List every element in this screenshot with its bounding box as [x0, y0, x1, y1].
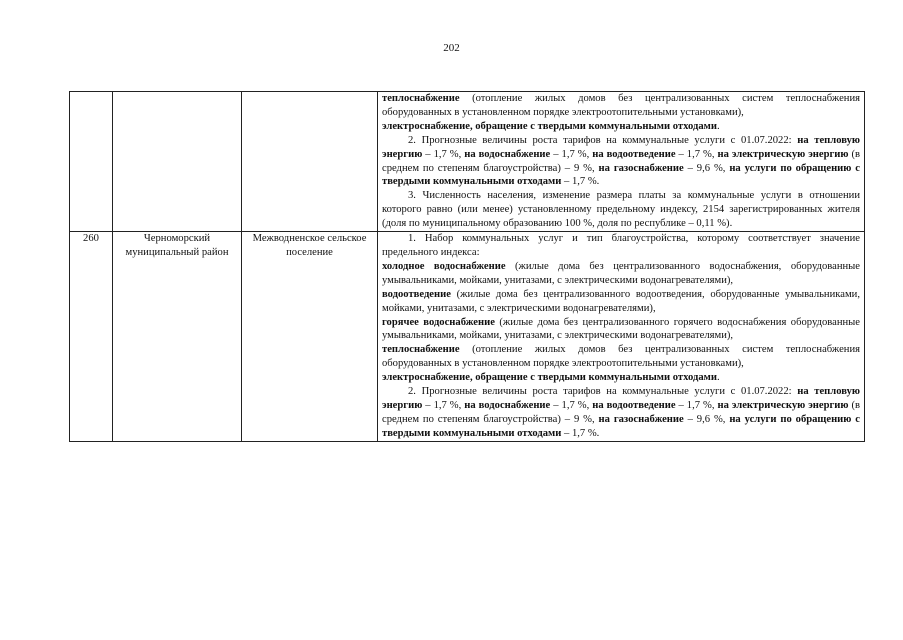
- tariff-table-body: [70, 92, 865, 442]
- description-paragraph: [382, 316, 860, 344]
- page-number: 202: [443, 42, 460, 54]
- settlement-cell: Межводненское сельское поселение: [242, 232, 378, 442]
- bold-text: на газоснабжение: [598, 413, 684, 425]
- text: – 1,7 %,: [550, 148, 593, 160]
- description-paragraph: [382, 260, 860, 288]
- row-number-cell: 260: [70, 232, 113, 442]
- bold-text: электроснабжение, обращение с твердыми коммунальными отходами: [382, 120, 717, 132]
- bold-text: на тепловую энергию: [382, 386, 860, 411]
- district-cell: [113, 92, 242, 232]
- description-paragraph: [382, 385, 860, 441]
- text: (жилые дома без централизованного водоотведения, оборудованные умывальниками, мойками, унитазами, с электрическими водонагревателями),: [382, 288, 860, 314]
- description-paragraph: [382, 343, 860, 371]
- text: – 1,7 %,: [675, 148, 718, 160]
- description-cell: [378, 232, 865, 442]
- bold-text: водоотведение: [382, 288, 451, 300]
- text: .: [716, 372, 720, 384]
- text: (отопление жилых домов без централизованных систем теплоснабжения оборудованных в установленном порядке электроотопительными установками),: [382, 344, 860, 370]
- text: – 1,7 %,: [675, 399, 718, 411]
- bold-text: на водоснабжение: [464, 399, 551, 411]
- text: – 1,7 %,: [422, 399, 465, 411]
- text: – 1,7 %.: [561, 176, 600, 188]
- description-paragraph: [382, 288, 860, 316]
- text: (в среднем по степеням благоустройства) – 9 %,: [382, 148, 861, 174]
- bold-text: теплоснабжение: [382, 344, 460, 356]
- text: 1. Набор коммунальных услуг и тип благоустройства, которому соответствует значение предельного индекса:: [382, 233, 860, 258]
- district-cell: Черноморский муниципальный район: [113, 232, 242, 442]
- tariff-table: [69, 91, 865, 442]
- row-number-cell: [70, 92, 113, 232]
- table-row: [70, 92, 865, 232]
- description-paragraph: [382, 232, 860, 260]
- bold-text: на электрическую энергию: [717, 399, 849, 411]
- description-cell: [378, 92, 865, 232]
- description-paragraph: [382, 371, 860, 385]
- description-paragraph: [382, 120, 860, 134]
- settlement-cell: [242, 92, 378, 232]
- table-row: [70, 232, 865, 442]
- bold-text: на услуги по обращению с твердыми коммунальными отходами: [382, 413, 860, 439]
- bold-text: холодное водоснабжение: [382, 260, 506, 272]
- text: 2. Прогнозные величины роста тарифов на коммунальные услуги с 01.07.2022:: [408, 134, 798, 146]
- text: – 1,7 %,: [550, 399, 593, 411]
- text: – 9,6 %,: [683, 413, 730, 425]
- text: .: [716, 120, 720, 132]
- bold-text: на водоснабжение: [464, 148, 551, 160]
- text: – 1,7 %,: [422, 148, 465, 160]
- description-paragraph: [382, 92, 860, 120]
- text: 2. Прогнозные величины роста тарифов на коммунальные услуги с 01.07.2022:: [408, 386, 798, 398]
- text: (в среднем по степеням благоустройства) – 9 %,: [382, 399, 861, 425]
- text: (жилые дома без централизованного водоснабжения, оборудованные умывальниками, мойками, унитазами, с электрическими водонагревателями),: [382, 260, 861, 286]
- bold-text: на водоотведение: [592, 148, 676, 160]
- bold-text: теплоснабжение: [382, 93, 460, 104]
- text: 3. Численность населения, изменение размера платы за коммунальные услуги в отношении которого равно (или менее) установленному предельному индексу, 2154 зарегистрированных жителя (доля по муниципальному образованию 100 %, доля по республике – 0,11 %).: [382, 190, 860, 230]
- bold-text: на услуги по обращению с твердыми коммунальными отходами: [382, 162, 860, 188]
- bold-text: горячее водоснабжение: [382, 316, 495, 328]
- text: (жилые дома без централизованного горячего водоснабжения оборудованные умывальниками, мойками, унитазами, с электрическими водонагревателями),: [382, 316, 860, 342]
- text: (отопление жилых домов без централизованных систем теплоснабжения оборудованных в установленном порядке электроотопительными установками),: [382, 93, 860, 118]
- text: – 1,7 %.: [561, 427, 600, 439]
- bold-text: на газоснабжение: [598, 162, 684, 174]
- description-paragraph: [382, 189, 860, 231]
- bold-text: электроснабжение, обращение с твердыми коммунальными отходами: [382, 372, 717, 384]
- bold-text: на водоотведение: [592, 399, 676, 411]
- text: – 9,6 %,: [683, 162, 730, 174]
- bold-text: на электрическую энергию: [717, 148, 849, 160]
- bold-text: на тепловую энергию: [382, 134, 860, 160]
- description-paragraph: [382, 134, 860, 190]
